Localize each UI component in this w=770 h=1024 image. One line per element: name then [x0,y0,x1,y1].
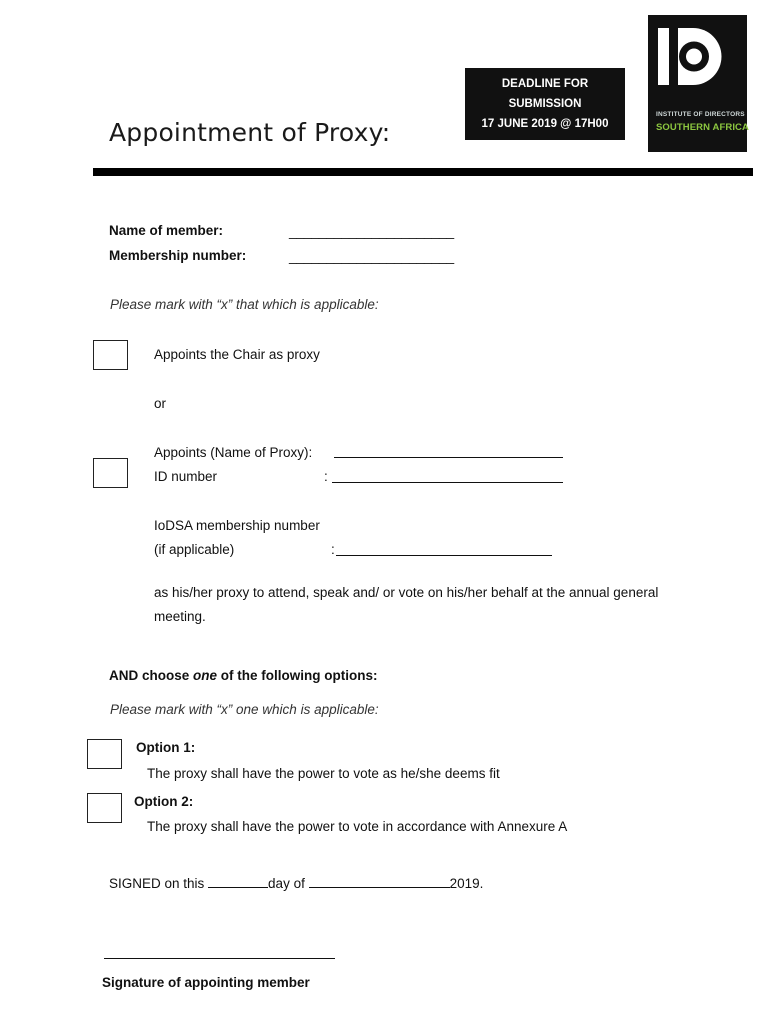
proxy-name-label: Appoints (Name of Proxy): [154,445,313,460]
iodsa-number-field[interactable] [336,555,552,556]
chair-proxy-label: Appoints the Chair as proxy [154,347,320,362]
membership-number-field[interactable]: ______________________ [289,249,455,264]
proxy-name-field[interactable] [334,457,563,458]
choose-heading [109,668,378,683]
signed-line [109,875,483,891]
membership-number-label: Membership number: [109,248,247,263]
option-1-title: Option 1: [136,740,196,755]
proxy-id-field[interactable] [332,482,563,483]
signed-day-field[interactable] [208,875,268,888]
option-1-checkbox[interactable] [87,739,122,769]
logo-region: SOUTHERN AFRICA [656,122,749,133]
proxy-purpose-line2: meeting. [154,609,206,624]
proxy-id-label: ID number [154,469,218,484]
instruction-applicable: Please mark with “x” that which is applicable: [110,297,379,312]
signature-field[interactable] [104,958,335,959]
member-name-label: Name of member: [109,223,224,238]
option-2-checkbox[interactable] [87,793,122,823]
page-title: Appointment of Proxy: [109,118,391,147]
instruction-one-applicable: Please mark with “x” one which is applicable: [110,702,379,717]
option-2-title: Option 2: [134,794,194,809]
iodsa-colon: : [331,542,335,557]
iodsa-number-label: IoDSA membership number [154,518,320,533]
chair-proxy-checkbox[interactable] [93,340,128,370]
member-name-field[interactable]: ______________________ [289,224,455,239]
option-1-text: The proxy shall have the power to vote as he/she deems fit [147,766,500,781]
named-proxy-checkbox[interactable] [93,458,128,488]
signed-month-field[interactable] [309,875,450,888]
choose-emphasis: one [193,668,218,683]
deadline-line-2: SUBMISSION [508,98,582,110]
proxy-id-colon: : [324,469,328,484]
iodsa-if-applicable: (if applicable) [154,542,235,557]
deadline-badge [465,68,625,140]
signed-prefix: SIGNED on this [109,876,209,891]
choose-prefix: AND choose [109,668,194,683]
proxy-purpose-line1: as his/her proxy to attend, speak and/ or vote on his/her behalf at the annual general [154,585,659,600]
or-separator: or [154,396,167,411]
logo-subtitle: INSTITUTE OF DIRECTORS [656,111,745,118]
header-divider [93,168,753,176]
signed-year: 2019. [449,876,484,891]
option-2-text: The proxy shall have the power to vote in accordance with Annexure A [147,819,568,834]
deadline-line-3: 17 JUNE 2019 @ 17H00 [481,118,609,130]
choose-suffix: of the following options: [217,668,378,683]
signature-label: Signature of appointing member [102,975,310,990]
deadline-line-1: DEADLINE FOR [501,78,589,90]
signed-day-word: day of [268,876,309,891]
